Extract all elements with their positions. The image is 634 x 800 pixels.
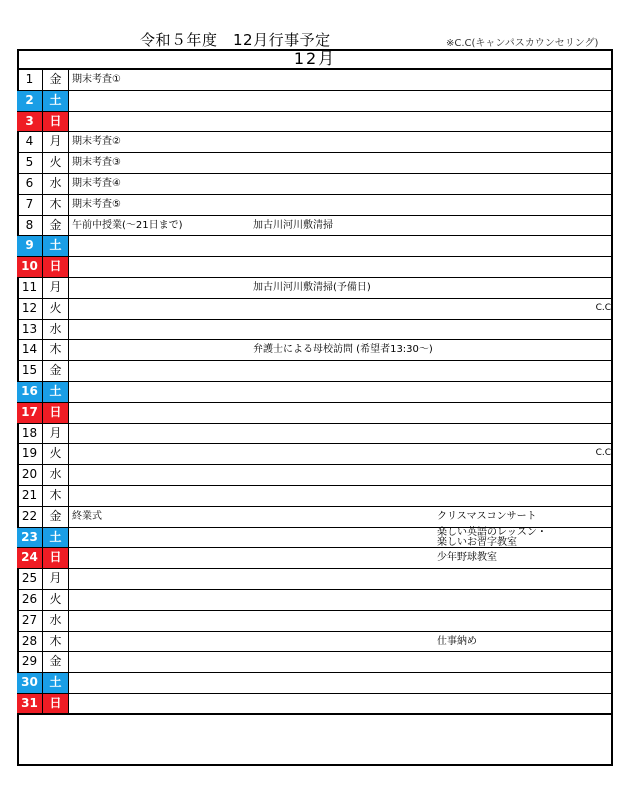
- schedule-row: [17, 278, 613, 299]
- schedule-row: [17, 361, 613, 382]
- weekday: 日: [43, 112, 69, 132]
- schedule-row: [17, 569, 613, 590]
- event-text: 期末考査⑤: [72, 198, 121, 210]
- day-number: 17: [17, 403, 43, 423]
- day-number: 5: [17, 153, 43, 173]
- day-number: 12: [17, 299, 43, 319]
- schedule-row: [17, 444, 613, 465]
- day-number: 22: [17, 507, 43, 527]
- day-number: 19: [17, 444, 43, 464]
- event-text-line: 楽しいお習字教室: [437, 536, 517, 548]
- day-number: 15: [17, 361, 43, 381]
- weekday: 土: [43, 91, 69, 111]
- day-number: 27: [17, 611, 43, 631]
- event-text: 終業式: [72, 510, 102, 522]
- day-number: 14: [17, 340, 43, 360]
- event-text: 加古川河川敷清掃(予備日): [253, 281, 371, 293]
- schedule-row: [17, 424, 613, 445]
- weekday: 日: [43, 694, 69, 713]
- schedule-rows: [17, 70, 613, 715]
- event-text: C.C: [595, 448, 611, 459]
- schedule-row: [17, 216, 613, 237]
- event-text: 弁護士による母校訪問 (希望者13:30～): [253, 344, 433, 356]
- weekday: 木: [43, 340, 69, 360]
- weekday: 金: [43, 70, 69, 90]
- day-number: 29: [17, 652, 43, 672]
- weekday: 木: [43, 632, 69, 652]
- weekday: 火: [43, 590, 69, 610]
- day-number: 31: [17, 694, 43, 713]
- event-text: 期末考査②: [72, 136, 121, 148]
- day-number: 26: [17, 590, 43, 610]
- schedule-row: [17, 153, 613, 174]
- weekday: 日: [43, 403, 69, 423]
- event-text: 期末考査①: [72, 74, 121, 85]
- day-number: 10: [17, 257, 43, 277]
- event-text: 期末考査③: [72, 157, 121, 169]
- weekday: 月: [43, 132, 69, 152]
- schedule-row: [17, 257, 613, 278]
- schedule-row: [17, 507, 613, 528]
- day-number: 21: [17, 486, 43, 506]
- event-text: 仕事納め: [437, 635, 477, 647]
- weekday: 木: [43, 486, 69, 506]
- day-number: 8: [17, 216, 43, 236]
- weekday: 月: [43, 278, 69, 298]
- day-number: 2: [17, 91, 43, 111]
- weekday: 日: [43, 548, 69, 568]
- schedule-row: [17, 652, 613, 673]
- weekday: 日: [43, 257, 69, 277]
- weekday: 水: [43, 174, 69, 194]
- schedule-row: [17, 195, 613, 216]
- schedule-row: [17, 611, 613, 632]
- schedule-row: [17, 174, 613, 195]
- day-number: 16: [17, 382, 43, 402]
- event-text: C.C: [595, 302, 611, 313]
- schedule-row: [17, 528, 613, 549]
- schedule-row: [17, 91, 613, 112]
- month-header: 12月: [17, 49, 613, 70]
- schedule-row: [17, 70, 613, 91]
- weekday: 月: [43, 424, 69, 444]
- weekday: 火: [43, 153, 69, 173]
- event-text: 期末考査④: [72, 177, 121, 189]
- day-number: 11: [17, 278, 43, 298]
- event-text-line: 楽しい英語のレッスン・: [437, 526, 547, 538]
- day-number: 1: [17, 70, 43, 90]
- schedule-row: [17, 590, 613, 611]
- day-number: 7: [17, 195, 43, 215]
- day-number: 28: [17, 632, 43, 652]
- weekday: 水: [43, 465, 69, 485]
- day-number: 9: [17, 236, 43, 256]
- day-number: 4: [17, 132, 43, 152]
- event-text: 加古川河川敷清掃: [253, 219, 333, 231]
- schedule-row: [17, 299, 613, 320]
- day-number: 3: [17, 112, 43, 132]
- schedule-row: [17, 548, 613, 569]
- weekday: 金: [43, 507, 69, 527]
- weekday: 土: [43, 382, 69, 402]
- day-number: 6: [17, 174, 43, 194]
- schedule-row: [17, 236, 613, 257]
- weekday: 金: [43, 361, 69, 381]
- event-text: [437, 528, 547, 548]
- weekday: 金: [43, 652, 69, 672]
- counseling-note: ※C.C(キャンパスカウンセリング): [446, 38, 599, 49]
- day-number: 25: [17, 569, 43, 589]
- day-number: 30: [17, 673, 43, 693]
- schedule-row: [17, 673, 613, 694]
- schedule-row: [17, 112, 613, 133]
- weekday: 火: [43, 299, 69, 319]
- day-number: 18: [17, 424, 43, 444]
- schedule-row: [17, 694, 613, 715]
- event-text: 少年野球教室: [437, 552, 497, 564]
- day-number: 24: [17, 548, 43, 568]
- schedule-row: [17, 382, 613, 403]
- weekday: 月: [43, 569, 69, 589]
- event-text: クリスマスコンサート: [437, 510, 537, 522]
- day-number: 13: [17, 320, 43, 340]
- weekday: 木: [43, 195, 69, 215]
- schedule-row: [17, 340, 613, 361]
- weekday: 土: [43, 673, 69, 693]
- schedule-row: [17, 403, 613, 424]
- day-number: 23: [17, 528, 43, 548]
- day-number: 20: [17, 465, 43, 485]
- schedule-row: [17, 486, 613, 507]
- event-text: 午前中授業(～21日まで): [72, 219, 183, 231]
- weekday: 水: [43, 320, 69, 340]
- weekday: 土: [43, 528, 69, 548]
- schedule-row: [17, 132, 613, 153]
- weekday: 金: [43, 216, 69, 236]
- weekday: 土: [43, 236, 69, 256]
- schedule-row: [17, 632, 613, 653]
- schedule-row: [17, 320, 613, 341]
- weekday: 火: [43, 444, 69, 464]
- schedule-row: [17, 465, 613, 486]
- weekday: 水: [43, 611, 69, 631]
- page-title: 令和５年度 12月行事予定: [140, 31, 331, 49]
